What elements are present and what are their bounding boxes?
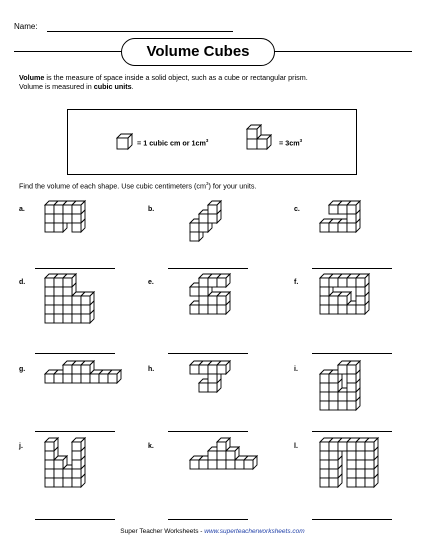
cube-front-face bbox=[347, 451, 356, 460]
cube-front-face bbox=[329, 223, 338, 232]
cube-front-face bbox=[217, 460, 226, 469]
cube-front-face bbox=[45, 223, 54, 232]
cube-shape-h bbox=[190, 361, 232, 394]
cube-shape-i bbox=[320, 361, 362, 412]
cube-front-face bbox=[347, 469, 356, 478]
single-cube-sup: 3 bbox=[205, 138, 209, 143]
cube-front-face bbox=[72, 451, 81, 460]
cube-front-face bbox=[338, 223, 347, 232]
cube-front-face bbox=[320, 442, 329, 451]
cube-front-face bbox=[45, 205, 54, 214]
cube-front-face bbox=[72, 442, 81, 451]
cube-front-face bbox=[199, 287, 208, 296]
intro-line2-start: Volume is measured in bbox=[19, 82, 94, 91]
cube-front-face bbox=[199, 460, 208, 469]
cube-front-face bbox=[347, 278, 356, 287]
cube-front-face bbox=[81, 365, 90, 374]
cube-front-face bbox=[54, 223, 63, 232]
answer-line-i[interactable] bbox=[312, 431, 392, 432]
instructions-before: Find the volume of each shape. Use cubic centimeters (cm bbox=[19, 181, 206, 191]
cube-front-face bbox=[347, 374, 356, 383]
cube-front-face bbox=[45, 296, 54, 305]
cube-front-face bbox=[54, 287, 63, 296]
single-cube-text: = 1 cubic cm or 1cm bbox=[137, 138, 206, 148]
cube-front-face bbox=[329, 469, 338, 478]
page-title: Volume Cubes bbox=[121, 38, 275, 66]
cube-front-face bbox=[45, 469, 54, 478]
cube-front-face bbox=[244, 460, 253, 469]
answer-line-k[interactable] bbox=[168, 519, 248, 520]
cube-front-face bbox=[199, 365, 208, 374]
problem-label-h: h. bbox=[148, 366, 155, 373]
cube-front-face bbox=[329, 392, 338, 401]
cube-front-face bbox=[208, 205, 217, 214]
problem-label-a: a. bbox=[19, 206, 25, 213]
cube-front-face bbox=[356, 305, 365, 314]
cube-front-face bbox=[365, 460, 374, 469]
cube-front-face bbox=[329, 442, 338, 451]
cube-front-face bbox=[54, 278, 63, 287]
intro-line2-term: cubic units bbox=[93, 82, 132, 91]
cube-front-face bbox=[54, 469, 63, 478]
cube-front-face bbox=[365, 451, 374, 460]
cube-front-face bbox=[329, 478, 338, 487]
cube-shape-e bbox=[190, 274, 232, 316]
answer-line-e[interactable] bbox=[168, 353, 248, 354]
cube-front-face bbox=[329, 374, 338, 383]
cube-front-face bbox=[190, 223, 199, 232]
cube-front-face bbox=[45, 214, 54, 223]
problem-label-e: e. bbox=[148, 279, 154, 286]
cube-front-face bbox=[329, 305, 338, 314]
cube-front-face bbox=[199, 296, 208, 305]
cube-front-face bbox=[329, 401, 338, 410]
cube-front-face bbox=[45, 478, 54, 487]
cube-front-face bbox=[320, 305, 329, 314]
cube-front-face bbox=[199, 383, 208, 392]
answer-line-a[interactable] bbox=[35, 268, 115, 269]
cube-front-face bbox=[199, 278, 208, 287]
cube-front-face bbox=[320, 469, 329, 478]
cube-front-face bbox=[356, 451, 365, 460]
cube-front-face bbox=[54, 478, 63, 487]
cube-front-face bbox=[329, 296, 338, 305]
cube-front-face bbox=[347, 401, 356, 410]
cube-front-face bbox=[347, 383, 356, 392]
cube-front-face bbox=[347, 392, 356, 401]
answer-line-h[interactable] bbox=[168, 431, 248, 432]
cube-front-face bbox=[329, 451, 338, 460]
cube-front-face bbox=[320, 401, 329, 410]
cube-front-face bbox=[81, 305, 90, 314]
problem-label-g: g. bbox=[19, 366, 26, 373]
cube-front-face bbox=[338, 442, 347, 451]
cube-front-face bbox=[320, 478, 329, 487]
cube-front-face bbox=[329, 383, 338, 392]
cube-front-face bbox=[108, 374, 117, 383]
cube-front-face bbox=[338, 296, 347, 305]
footer-url[interactable]: www.superteacherworksheets.com bbox=[204, 528, 305, 535]
cube-front-face bbox=[235, 460, 244, 469]
cube-front-face bbox=[365, 469, 374, 478]
cube-front-face bbox=[226, 451, 235, 460]
cube-front-face bbox=[63, 365, 72, 374]
intro-text bbox=[19, 73, 414, 91]
name-label: Name: bbox=[14, 22, 38, 31]
cube-front-face bbox=[338, 278, 347, 287]
cube-front-face bbox=[72, 214, 81, 223]
cube-front-face bbox=[63, 469, 72, 478]
cube-front-face bbox=[356, 278, 365, 287]
cube-front-face bbox=[356, 287, 365, 296]
problem-label-c: c. bbox=[294, 206, 300, 213]
name-answer-line[interactable] bbox=[47, 31, 233, 32]
cube-front-face bbox=[45, 460, 54, 469]
cube-front-face bbox=[45, 278, 54, 287]
cube-front-face bbox=[329, 205, 338, 214]
cube-front-face bbox=[338, 401, 347, 410]
cube-front-face bbox=[190, 232, 199, 241]
answer-line-j[interactable] bbox=[35, 519, 115, 520]
cube-front-face bbox=[72, 223, 81, 232]
cube-shape-b bbox=[190, 201, 223, 243]
cube-front-face bbox=[54, 460, 63, 469]
cube-front-face bbox=[63, 205, 72, 214]
instructions-sup: 3 bbox=[205, 181, 209, 186]
answer-line-c[interactable] bbox=[312, 268, 392, 269]
cube-shape-d bbox=[45, 274, 96, 325]
footer bbox=[0, 528, 425, 535]
cube-front-face bbox=[199, 223, 208, 232]
cube-front-face bbox=[208, 305, 217, 314]
instructions-after: ) for your units. bbox=[208, 181, 257, 191]
cube-front-face bbox=[365, 442, 374, 451]
three-cube-definition bbox=[279, 138, 302, 147]
cube-front-face bbox=[190, 460, 199, 469]
cube-front-face bbox=[63, 214, 72, 223]
cube-shape-c bbox=[320, 201, 362, 234]
cube-front-face bbox=[45, 374, 54, 383]
cube-front-face bbox=[72, 460, 81, 469]
cube-front-face bbox=[217, 305, 226, 314]
cube-front-face bbox=[54, 296, 63, 305]
cube-shape-a bbox=[45, 201, 87, 234]
cube-front-face bbox=[217, 365, 226, 374]
cube-front-face bbox=[72, 296, 81, 305]
cube-front-face bbox=[81, 296, 90, 305]
cube-front-face bbox=[208, 374, 217, 383]
cube-front-face bbox=[45, 287, 54, 296]
cube-front-face bbox=[63, 296, 72, 305]
cube-shape-k bbox=[190, 438, 259, 471]
cube-front-face bbox=[347, 365, 356, 374]
cube-front-face bbox=[347, 478, 356, 487]
cube-front-face bbox=[54, 305, 63, 314]
cube-front-face bbox=[208, 451, 217, 460]
cube-front-face bbox=[190, 287, 199, 296]
cube-front-face bbox=[329, 460, 338, 469]
cube-front-face bbox=[217, 451, 226, 460]
cube-front-face bbox=[54, 314, 63, 323]
answer-line-d[interactable] bbox=[35, 353, 115, 354]
footer-separator: - bbox=[198, 528, 205, 535]
cube-front-face bbox=[208, 383, 217, 392]
answer-line-g[interactable] bbox=[35, 431, 115, 432]
cube-front-face bbox=[72, 314, 81, 323]
intro-term: Volume bbox=[19, 73, 45, 82]
cube-front-face bbox=[63, 305, 72, 314]
answer-line-l[interactable] bbox=[312, 519, 392, 520]
single-cube-icon bbox=[117, 134, 137, 154]
cube-front-face bbox=[320, 383, 329, 392]
cube-shape-g bbox=[45, 361, 123, 385]
cube-front-face bbox=[320, 460, 329, 469]
answer-line-f[interactable] bbox=[312, 353, 392, 354]
answer-line-b[interactable] bbox=[168, 268, 248, 269]
cube-front-face bbox=[72, 374, 81, 383]
cube-front-face bbox=[190, 365, 199, 374]
problem-label-d: d. bbox=[19, 279, 26, 286]
cube-front-face bbox=[226, 460, 235, 469]
cube-front-face bbox=[320, 392, 329, 401]
cube-front-face bbox=[356, 442, 365, 451]
footer-brand: Super Teacher Worksheets bbox=[120, 528, 199, 535]
cube-front-face bbox=[356, 469, 365, 478]
intro-line2-end: . bbox=[131, 82, 134, 91]
cube-front-face bbox=[90, 374, 99, 383]
cube-front-face bbox=[63, 278, 72, 287]
three-cube-text: = 3cm bbox=[279, 138, 300, 148]
cube-front-face bbox=[329, 278, 338, 287]
cube-front-face bbox=[338, 365, 347, 374]
problem-label-i: i. bbox=[294, 366, 298, 373]
cube-front-face bbox=[217, 296, 226, 305]
cube-front-face bbox=[338, 392, 347, 401]
problem-label-k: k. bbox=[148, 443, 154, 450]
cube-front-face bbox=[81, 374, 90, 383]
cube-front-face bbox=[338, 205, 347, 214]
cube-front-face bbox=[63, 287, 72, 296]
cube-front-face bbox=[320, 296, 329, 305]
cube-front-face bbox=[63, 478, 72, 487]
cube-front-face bbox=[190, 305, 199, 314]
cube-front-face bbox=[356, 296, 365, 305]
example-box bbox=[67, 109, 357, 175]
cube-front-face bbox=[199, 214, 208, 223]
cube-front-face bbox=[63, 314, 72, 323]
cube-front-face bbox=[347, 442, 356, 451]
three-cube-sup: 3 bbox=[299, 138, 303, 143]
cube-front-face bbox=[45, 305, 54, 314]
cube-front-face bbox=[347, 205, 356, 214]
cube-front-face bbox=[54, 214, 63, 223]
cube-front-face bbox=[199, 305, 208, 314]
cube-front-face bbox=[63, 374, 72, 383]
cube-front-face bbox=[347, 460, 356, 469]
problem-label-f: f. bbox=[294, 279, 299, 286]
cube-front-face bbox=[81, 314, 90, 323]
three-cube-icon bbox=[247, 125, 279, 157]
cube-front-face bbox=[320, 278, 329, 287]
cube-front-face bbox=[45, 314, 54, 323]
problem-label-b: b. bbox=[148, 206, 155, 213]
cube-front-face bbox=[208, 278, 217, 287]
cube-front-face bbox=[54, 205, 63, 214]
cube-front-face bbox=[356, 460, 365, 469]
cube-front-face bbox=[338, 305, 347, 314]
problem-label-l: l. bbox=[294, 443, 298, 450]
cube-front-face bbox=[45, 442, 54, 451]
cube-front-face bbox=[208, 214, 217, 223]
problem-label-j: j. bbox=[19, 443, 23, 450]
cube-front-face bbox=[54, 374, 63, 383]
cube-front-face bbox=[217, 442, 226, 451]
cube-front-face bbox=[72, 305, 81, 314]
cube-front-face bbox=[99, 374, 108, 383]
single-cube-definition bbox=[137, 138, 208, 147]
cube-front-face bbox=[320, 223, 329, 232]
cube-front-face bbox=[320, 287, 329, 296]
cube-shape-j bbox=[45, 438, 87, 489]
cube-shape-f bbox=[320, 274, 371, 316]
cube-front-face bbox=[208, 460, 217, 469]
cube-front-face bbox=[208, 365, 217, 374]
intro-line1: is the measure of space inside a solid object, such as a cube or rectangular prism. bbox=[44, 73, 308, 82]
cube-front-face bbox=[72, 365, 81, 374]
cube-front-face bbox=[356, 478, 365, 487]
instructions bbox=[19, 181, 414, 190]
cube-front-face bbox=[208, 296, 217, 305]
cube-front-face bbox=[320, 451, 329, 460]
cube-front-face bbox=[72, 205, 81, 214]
cube-front-face bbox=[347, 305, 356, 314]
cube-front-face bbox=[72, 478, 81, 487]
cube-front-face bbox=[72, 469, 81, 478]
cube-front-face bbox=[217, 278, 226, 287]
cube-front-face bbox=[347, 214, 356, 223]
cube-front-face bbox=[320, 374, 329, 383]
cube-front-face bbox=[347, 223, 356, 232]
cube-shape-l bbox=[320, 438, 380, 489]
cube-front-face bbox=[365, 478, 374, 487]
cube-front-face bbox=[45, 451, 54, 460]
